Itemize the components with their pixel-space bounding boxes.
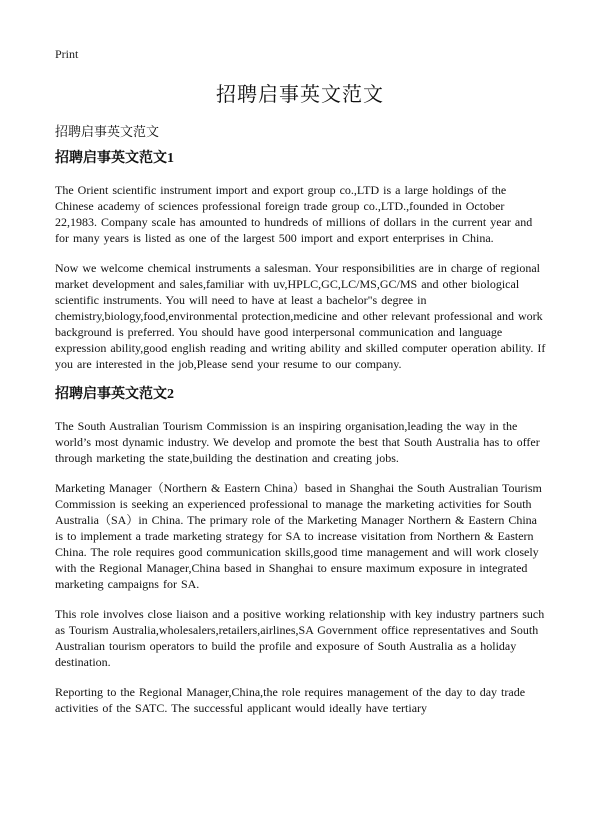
article-body xyxy=(55,150,547,730)
page-subtitle: 招聘启事英文范文 xyxy=(55,124,160,139)
paragraph: This role involves close liaison and a positive working relationship with key industry partners such as Tourism Australia,wholesalers,retailers,airlines,SA Government office representatives and South Australian tourism operators to build the profile and exposure of South Australia as a holiday destination. xyxy=(55,607,545,669)
page-title: 招聘启事英文范文 xyxy=(216,84,384,106)
paragraph: The Orient scientific instrument import and export group co.,LTD is a large holdings of the Chinese academy of sciences professional foreign trade group co.,LTD.,founded in October 22,1983. Company scale has amounted to hundreds of millions of dollars in the current year and for many years is listed as one of the largest 500 import and export enterprises in China. xyxy=(55,183,533,245)
paragraph: Marketing Manager（Northern & Eastern China）based in Shanghai the South Australian Tourism Commission is seeking an experienced professional to manage the marketing activities for South Australia（SA）in China. The primary role of the Marketing Manager Northern & Eastern China is to implement a trade marketing strategy for SA to increase visitation from Northern & Eastern China. The role requires good communication skills,good time management and will work closely with the Regional Manager,China based in Shanghai to ensure maximum exposure in integrated marketing campaigns for SA. xyxy=(55,481,542,591)
print-link[interactable]: Print xyxy=(55,47,79,61)
section-heading-1: 招聘启事英文范文1 xyxy=(55,151,174,166)
paragraph: Now we welcome chemical instruments a salesman. Your responsibilities are in charge of regional market development and sales,familiar with uv,HPLC,GC,LC/MS,GC/MS and other biological scientific instruments. You will need to have at least a bachelor"s degree in chemistry,biology,food,environmental protection,medicine and other relevant professional and work background is preferred. You should have good interpersonal communication and language expression ability,good english reading and writing ability and skilled computer operation ability. If you are interested in the job,Please send your resume to our company. xyxy=(55,261,546,371)
paragraph: Reporting to the Regional Manager,China,the role requires management of the day to day trade activities of the SATC. The successful applicant would ideally have tertiary xyxy=(55,685,526,715)
paragraph: The South Australian Tourism Commission is an inspiring organisation,leading the way in the world’s most dynamic industry. We develop and promote the best that South Australia has to offer through marketing the state,building the destination and creating jobs. xyxy=(55,419,540,465)
section-heading-2: 招聘启事英文范文2 xyxy=(55,387,174,402)
